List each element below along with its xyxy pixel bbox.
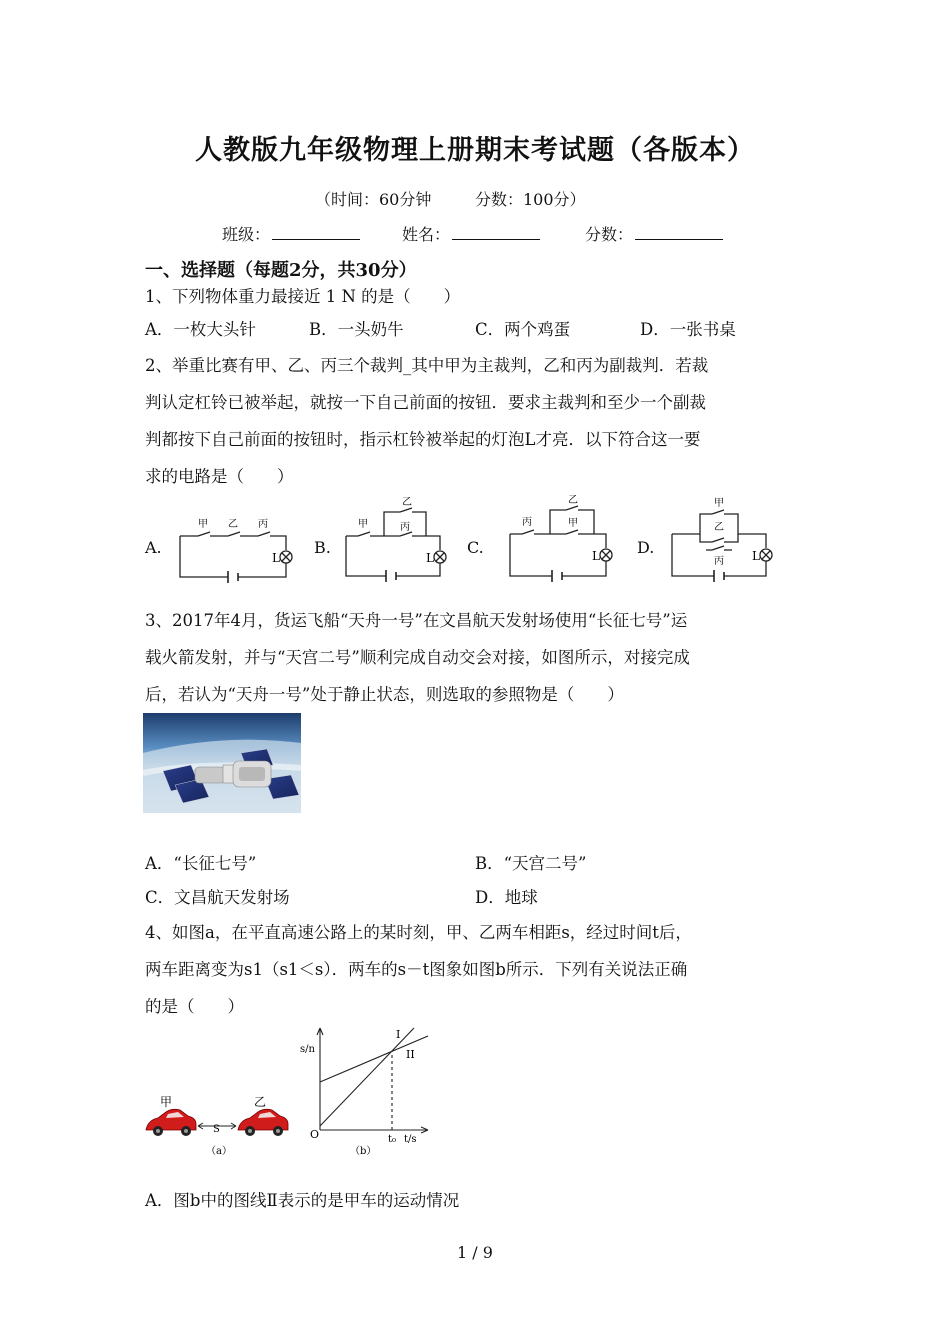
switch-yi-label: 乙: [402, 497, 412, 508]
y-axis-label: s/n: [300, 1044, 315, 1055]
figure-a-caption: （a）: [206, 1146, 232, 1157]
switch-jia-label: 甲: [714, 498, 724, 509]
exam-time: （时间：60分钟: [315, 190, 432, 209]
class-label: 班级：: [222, 225, 271, 244]
line-ii-label: II: [406, 1048, 415, 1061]
switch-bing-label: 丙: [714, 556, 724, 567]
class-blank: [272, 225, 360, 240]
q3-option-c: C．文昌航天发射场: [145, 888, 290, 907]
q3-option-b: B．“天宫二号”: [475, 854, 587, 873]
class-field: [222, 222, 360, 245]
q1-option-d: D．一张书桌: [640, 320, 736, 339]
y-axis: [317, 1028, 323, 1130]
figure-b-caption: （b）: [350, 1146, 377, 1157]
car-jia: [146, 1109, 196, 1136]
switch-bing-label: 丙: [522, 517, 532, 528]
lamp-label: L: [426, 551, 434, 565]
q3-option-a: A．“长征七号”: [145, 854, 257, 873]
q4-line-2: 两车距离变为s1（s1＜s）．两车的s－t图象如图b所示．下列有关说法正确: [145, 960, 688, 979]
q3-line-3: 后，若认为“天舟一号”处于静止状态，则选取的参照物是（ ）: [145, 685, 624, 704]
line-i-label: I: [396, 1028, 401, 1041]
q2-option-a-label: A.: [145, 538, 162, 557]
switch-bing-label: 丙: [400, 522, 410, 533]
q4-option-a: A．图b中的图线Ⅱ表示的是甲车的运动情况: [145, 1191, 460, 1210]
q2-line-1: 2、举重比赛有甲、乙、丙三个裁判_其中甲为主裁判，乙和丙为副裁判．若裁: [145, 356, 709, 375]
section-heading: 一、选择题（每题2分，共30分）: [145, 260, 417, 281]
switch-jia-label: 甲: [358, 519, 368, 530]
distance-label: S: [213, 1124, 220, 1135]
figure-a-cars: [140, 1090, 300, 1160]
q1-option-b: B．一头奶牛: [309, 320, 404, 339]
name-blank: [452, 225, 540, 240]
x-axis-label: t/s: [404, 1134, 417, 1145]
switch-yi-label: 乙: [714, 522, 724, 533]
circuit-b-diagram: [338, 496, 463, 586]
q2-option-b-label: B.: [314, 538, 331, 557]
car-yi: [238, 1109, 288, 1136]
car-jia-label: 甲: [160, 1095, 173, 1109]
score-label: 分数：: [585, 225, 634, 244]
q4-line-1: 4、如图a，在平直高速公路上的某时刻，甲、乙两车相距s，经过时间t后，: [145, 923, 692, 942]
figure-b-st-graph: [296, 1022, 431, 1162]
origin-label: O: [310, 1128, 320, 1141]
q2-option-d-label: D.: [637, 538, 655, 557]
score-blank: [635, 225, 723, 240]
circuit-d-diagram: [668, 492, 786, 584]
q2-option-c-label: C.: [467, 538, 484, 557]
x-axis: [320, 1127, 428, 1133]
circuit-c-diagram: [500, 492, 625, 584]
switch-jia-label: 甲: [198, 519, 208, 530]
lamp-label: L: [592, 549, 600, 563]
exam-total-score: 分数：100分）: [475, 190, 586, 209]
switch-yi-label: 乙: [568, 495, 578, 506]
lamp-label: L: [752, 549, 760, 563]
switch-bing-label: 丙: [258, 519, 268, 530]
q2-line-3: 判都按下自己前面的按钮时，指示杠铃被举起的灯泡L才亮．以下符合这一要: [145, 430, 701, 449]
lamp-label: L: [272, 551, 280, 565]
switch-jia-label: 甲: [568, 518, 578, 529]
q2-line-2: 判认定杠铃已被举起，就按一下自己前面的按钮．要求主裁判和至少一个副裁: [145, 393, 706, 412]
q1-stem: 1、下列物体重力最接近 1 N 的是（ ）: [145, 287, 461, 306]
name-label: 姓名：: [402, 225, 451, 244]
name-field: [402, 222, 540, 245]
switch-yi-label: 乙: [228, 519, 238, 530]
space-station-photo: [143, 713, 301, 813]
circuit-a-diagram: [170, 500, 300, 585]
q1-option-a: A．一枚大头针: [145, 320, 256, 339]
q3-line-2: 载火箭发射，并与“天宫二号”顺利完成自动交会对接，如图所示，对接完成: [145, 648, 690, 667]
graph-line-i: [320, 1028, 414, 1126]
q2-line-4: 求的电路是（ ）: [145, 467, 294, 486]
q1-option-c: C．两个鸡蛋: [475, 320, 571, 339]
q4-line-3: 的是（ ）: [145, 997, 244, 1016]
q3-option-d: D．地球: [475, 888, 538, 907]
car-yi-label: 乙: [254, 1095, 267, 1109]
page-title: 人教版九年级物理上册期末考试题（各版本）: [195, 135, 755, 166]
page-number: 1 / 9: [457, 1243, 493, 1262]
score-field: [585, 222, 723, 245]
t0-label: t₀: [388, 1134, 397, 1145]
q3-line-1: 3、2017年4月，货运飞船“天舟一号”在文昌航天发射场使用“长征七号”运: [145, 611, 688, 630]
